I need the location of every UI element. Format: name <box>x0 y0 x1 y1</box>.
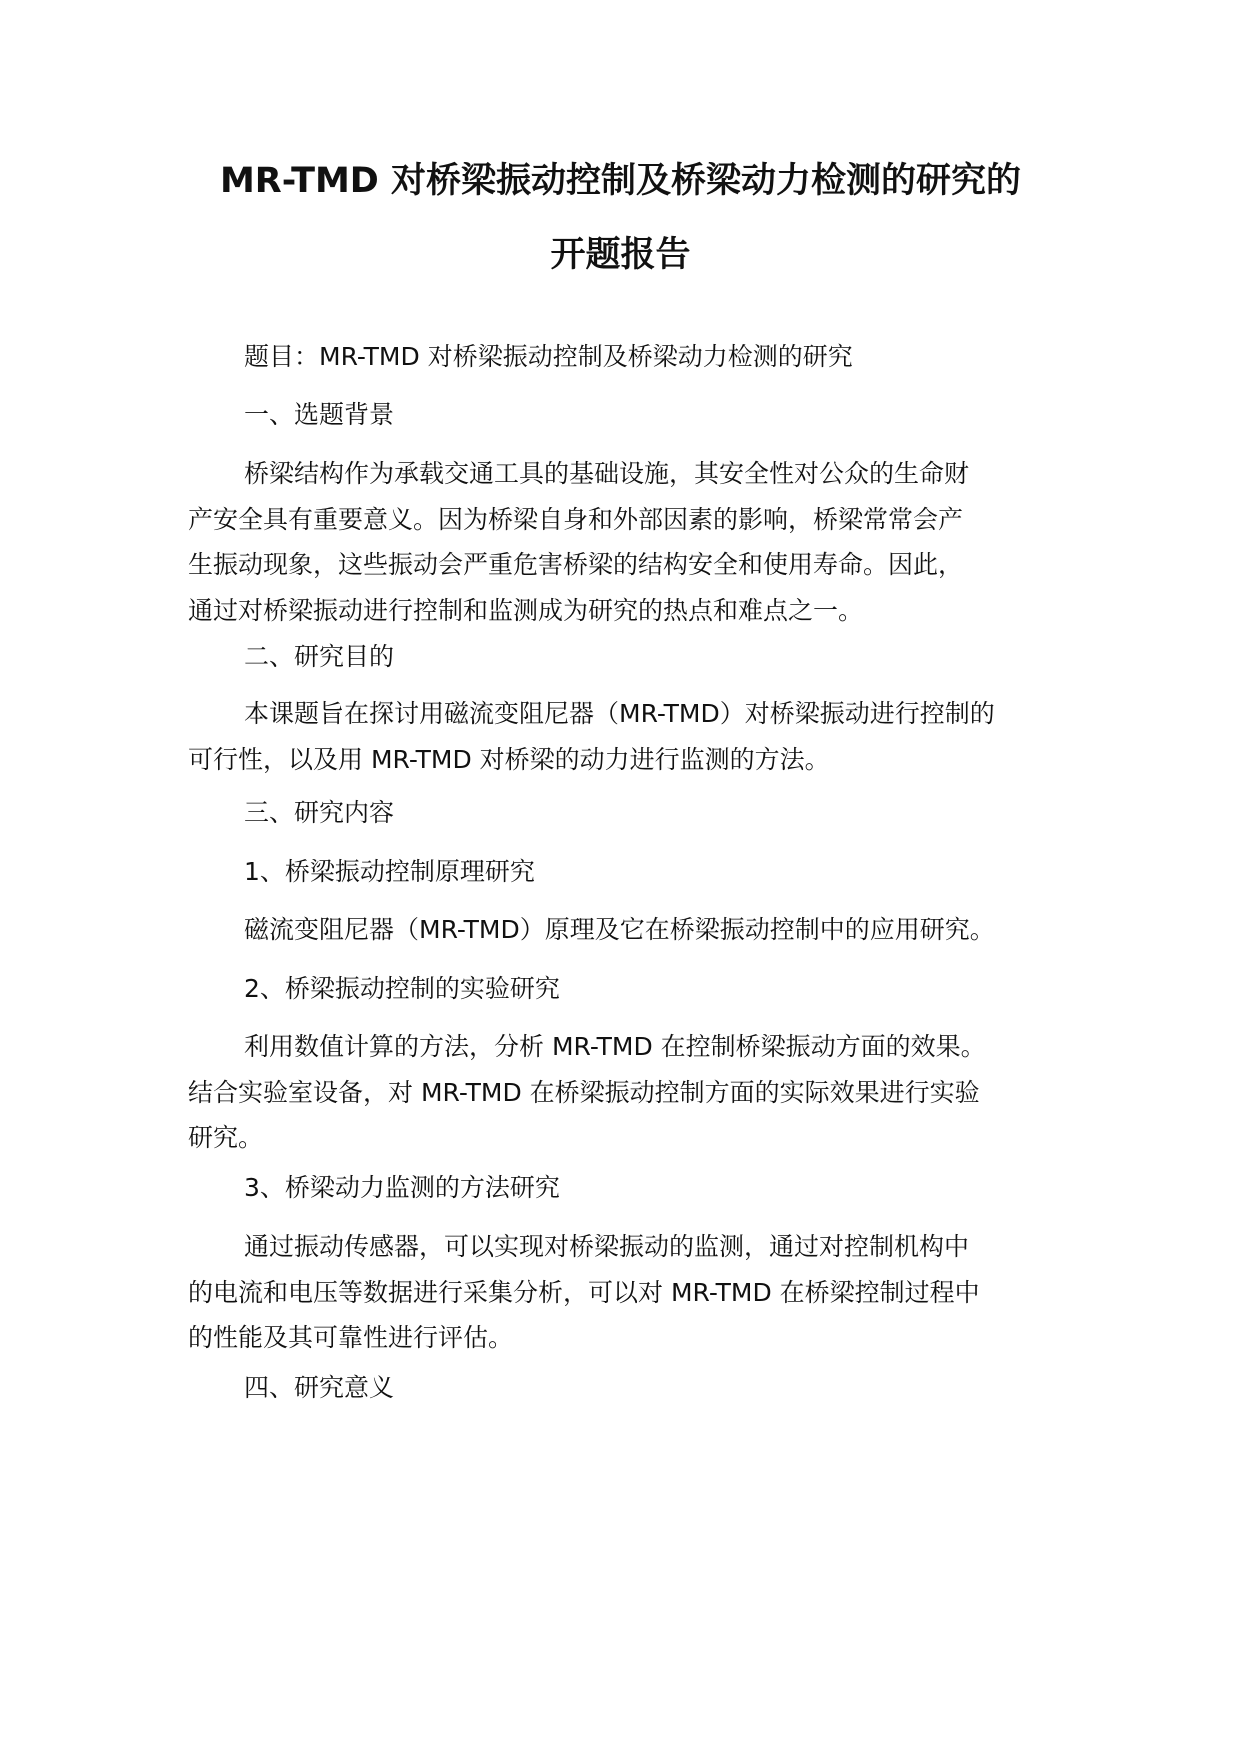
paragraph-line: 本课题旨在探讨用磁流变阻尼器（MR-TMD）对桥梁振动进行控制的 <box>244 699 995 728</box>
paragraph-line: 生振动现象，这些振动会严重危害桥梁的结构安全和使用寿命。因此， <box>188 550 964 579</box>
paragraph-line: 结合实验室设备，对 MR-TMD 在桥梁振动控制方面的实际效果进行实验 <box>188 1077 980 1107</box>
paragraph-line: 利用数值计算的方法，分析 MR-TMD 在控制桥梁振动方面的效果。 <box>244 1032 986 1061</box>
document-title-line-1: MR-TMD 对桥梁振动控制及桥梁动力检测的研究的 <box>219 161 1022 201</box>
section-heading-significance: 四、研究意义 <box>244 1373 395 1402</box>
item-heading-2: 2、桥梁振动控制的实验研究 <box>244 974 560 1003</box>
item-heading-3: 3、桥梁动力监测的方法研究 <box>244 1173 560 1202</box>
item-heading-1: 1、桥梁振动控制原理研究 <box>244 857 535 886</box>
paragraph-line: 桥梁结构作为承载交通工具的基础设施，其安全性对公众的生命财 <box>244 459 970 488</box>
paragraph-line: 产安全具有重要意义。因为桥梁自身和外部因素的影响，桥梁常常会产 <box>188 504 964 534</box>
item-body-2 <box>188 1024 1068 1161</box>
paragraph-line: 通过振动传感器，可以实现对桥梁振动的监测，通过对控制机构中 <box>244 1232 970 1261</box>
section-heading-purpose: 二、研究目的 <box>244 642 395 671</box>
paragraph-line: 可行性，以及用 MR-TMD 对桥梁的动力进行监测的方法。 <box>188 744 830 774</box>
background-paragraph <box>188 451 1068 633</box>
purpose-paragraph <box>188 691 1068 782</box>
section-heading-background: 一、选题背景 <box>244 400 395 429</box>
item-body-1: 磁流变阻尼器（MR-TMD）原理及它在桥梁振动控制中的应用研究。 <box>244 915 995 944</box>
paragraph-line: 的电流和电压等数据进行采集分析，可以对 MR-TMD 在桥梁控制过程中 <box>188 1277 980 1307</box>
paragraph-line: 通过对桥梁振动进行控制和监测成为研究的热点和难点之一。 <box>188 595 864 625</box>
item-body-3 <box>188 1224 1068 1361</box>
paragraph-line: 的性能及其可靠性进行评估。 <box>188 1323 514 1352</box>
section-heading-content: 三、研究内容 <box>244 798 395 827</box>
paragraph-line: 研究。 <box>188 1123 264 1152</box>
topic-line: 题目：MR-TMD 对桥梁振动控制及桥梁动力检测的研究 <box>244 342 853 371</box>
document-title-line-2: 开题报告 <box>550 235 691 275</box>
